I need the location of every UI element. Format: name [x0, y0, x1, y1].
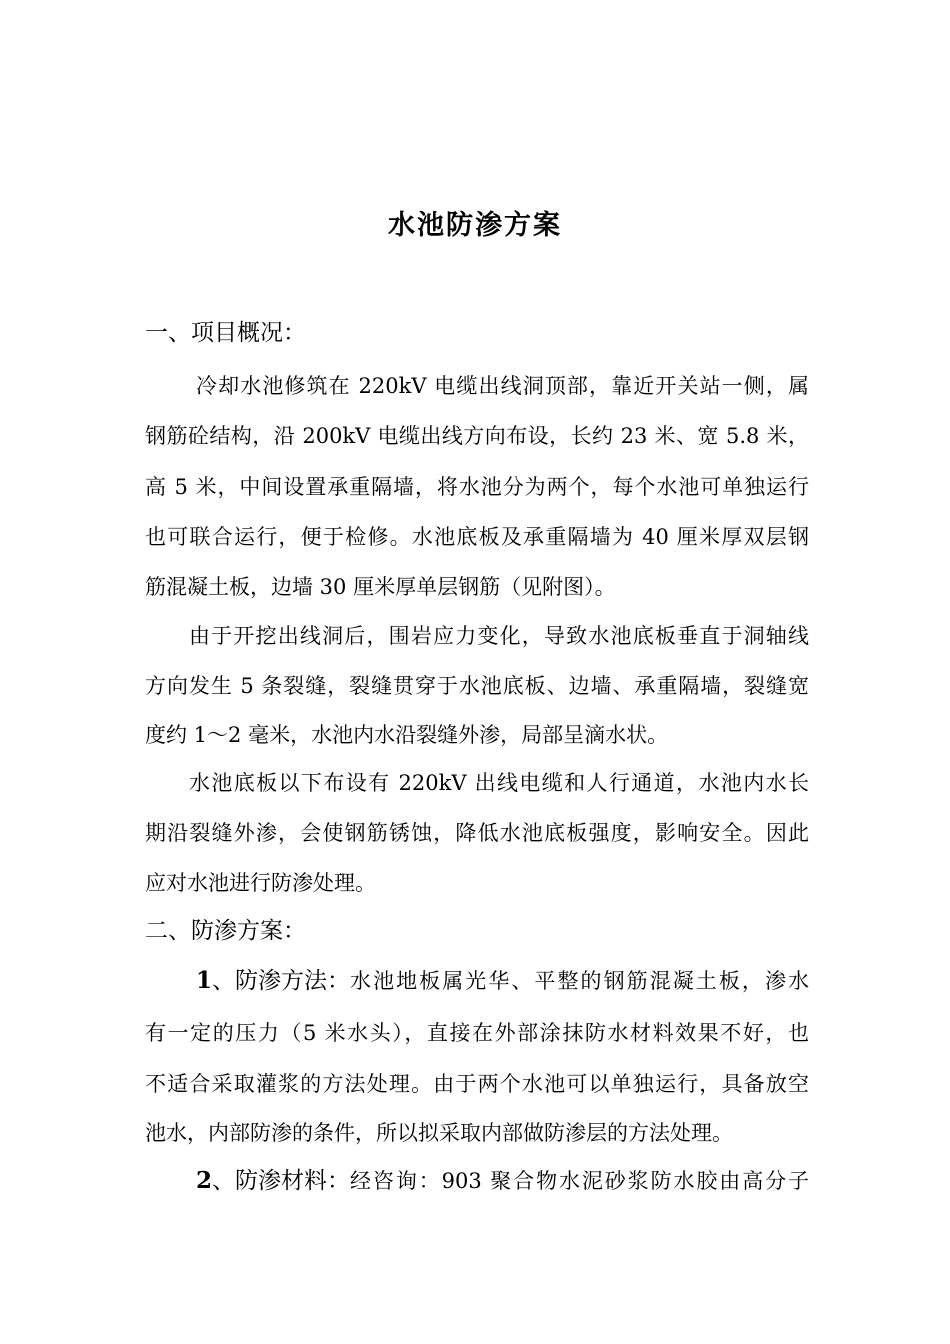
paragraph-line: 方向发生 5 条裂缝，裂缝贯穿于水池底板、边墙、承重隔墙，裂缝宽	[145, 674, 809, 698]
paragraph-line: 筋混凝土板，边墙 30 厘米厚单层钢筋（见附图）。	[145, 575, 616, 599]
paragraph-line: 钢筋砼结构，沿 200kV 电缆出线方向布设，长约 23 米、宽 5.8 米，	[145, 424, 809, 448]
paragraph-line: 应对水池进行防渗处理。	[145, 871, 376, 895]
paragraph-line: 高 5 米，中间设置承重隔墙，将水池分为两个，每个水池可单独运行	[145, 475, 809, 499]
item-label: 、防渗材料：	[212, 1168, 351, 1194]
document-title: 水池防渗方案	[388, 210, 562, 241]
paragraph-line: 度约 1～2 毫米，水池内水沿裂缝外渗，局部呈滴水状。	[145, 723, 669, 747]
section-heading-overview: 一、项目概况：	[145, 320, 306, 346]
paragraph-line: 水池地板属光华、平整的钢筋混凝土板，渗水	[350, 969, 809, 993]
item-number: 1	[196, 967, 213, 994]
paragraph-line: 经咨询：903 聚合物水泥砂浆防水胶由高分子	[350, 1169, 809, 1193]
paragraph-line: 冷却水池修筑在 220kV 电缆出线洞顶部，靠近开关站一侧，属	[196, 374, 809, 398]
item-number: 2	[196, 1167, 213, 1194]
section-heading-plan: 二、防渗方案：	[145, 918, 306, 944]
paragraph-line: 由于开挖出线洞后，围岩应力变化，导致水池底板垂直于洞轴线	[189, 624, 809, 648]
paragraph-line: 池水，内部防渗的条件，所以拟采取内部做防渗层的方法处理。	[145, 1121, 733, 1145]
paragraph-line: 不适合采取灌浆的方法处理。由于两个水池可以单独运行，具备放空	[145, 1072, 809, 1096]
item-label: 、防渗方法：	[212, 968, 351, 994]
paragraph-line: 水池底板以下布设有 220kV 出线电缆和人行通道，水池内水长	[189, 771, 809, 795]
paragraph-line: 也可联合运行，便于检修。水池底板及承重隔墙为 40 厘米厚双层钢	[145, 525, 809, 549]
list-item-method	[196, 966, 809, 996]
paragraph-line: 有一定的压力（5 米水头），直接在外部涂抹防水材料效果不好，也	[145, 1021, 809, 1045]
paragraph-line: 期沿裂缝外渗，会使钢筋锈蚀，降低水池底板强度，影响安全。因此	[145, 821, 809, 845]
list-item-material	[196, 1166, 809, 1196]
